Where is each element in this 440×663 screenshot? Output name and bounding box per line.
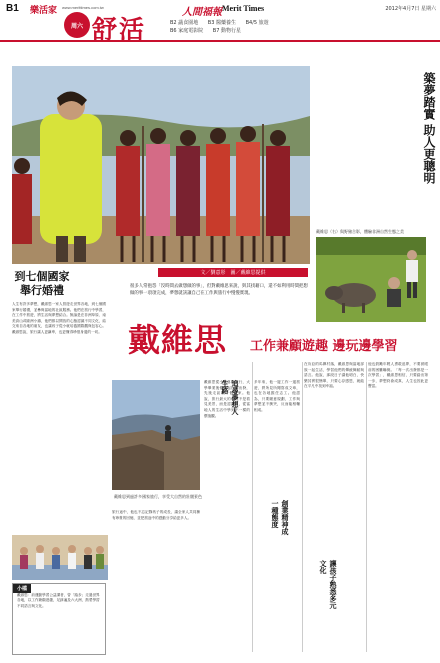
- index-item: B6 家庭電影院: [170, 28, 204, 34]
- body-column: 在肯亞的馬賽村落，戴維思與當地部族一起生活，學習他們的傳統舞蹈與語言。他說，那段日子讓他明白，快樂其實很簡單，只要心存感恩，就能在平凡中找到幸福。: [304, 362, 364, 389]
- left-body-text: 人生有許多夢想，戴維思一家人曾遊走世界各地，到七個國家舉行婚禮，並參與當地的社區服務。他們在旅行中學習，在工作中旅遊，將生活與夢想結合。無論是在非洲草原、南美高山或歐洲小鎮，他們都以開放的心態認識不同文化，結交來自各地的朋友，也讓孩子從小就培養國際觀與包容心。戴維思說，旅行讓人更謙卑，也更懂得珍惜身邊的一切。: [12, 302, 106, 334]
- profile-box: [12, 583, 106, 655]
- article-intro: 很多人常抱怨「沒時間去做想做的事」，但對戴維思來說，與其找藉口，還不如利用時間把想做的事一項項完成，夢想就該讓自己在工作與旅行中慢慢實現。: [130, 284, 308, 296]
- column-divider: [252, 362, 253, 652]
- side-headline: 築夢踏實 助人更聰明: [422, 72, 436, 185]
- article-title: 戴維思: [128, 321, 228, 359]
- article-subhead: 創業精神成一種態度: [271, 500, 289, 535]
- column-divider: [366, 362, 367, 652]
- body-column: 旅行途中，他也不忘記錄孩子的成長，讓全家人共同擁有珍貴的回憶，並把旅途中的感動分享給更多人。: [112, 510, 200, 520]
- index-item: B7 動物行星: [212, 28, 241, 34]
- section-url: www.merittimes.com.tw: [62, 5, 104, 10]
- cliff-photo: [112, 380, 200, 490]
- section-code: B1: [6, 3, 19, 14]
- masthead: [0, 0, 440, 42]
- inset-photo-illustration: [316, 237, 426, 322]
- main-photo-illustration: [12, 66, 310, 264]
- paper-logo: 人間福報: [182, 7, 222, 18]
- article-subhead: 讓孩子熟悉多元文化: [319, 560, 337, 609]
- section-name: 樂活家: [30, 6, 58, 16]
- column-divider: [302, 362, 303, 652]
- article-byline: 文／劉意彤 圖／戴維思提供: [158, 268, 308, 277]
- article-subhead: 追尋夢想人生路: [221, 380, 239, 415]
- index-item: B2 蔬食園地: [170, 20, 199, 26]
- page-index: [170, 19, 310, 35]
- inset-photo-caption: 戴維思（右）與野豬合影，體驗非洲自然生態之美: [316, 229, 404, 234]
- profile-box-body: 戴維思：前運動學習公益講者，曾「踏步」走過世界各地，以工作兼顧遊趣，足跡遍及六大洲，熱愛學習不同語言與文化。: [17, 593, 100, 608]
- small-photo-illustration: [12, 535, 108, 580]
- article-subtitle: 工作兼顧遊趣 邊玩邊學習: [250, 339, 398, 354]
- weekday-badge: 周六: [64, 12, 90, 38]
- section-big-title: 舒活: [92, 15, 147, 44]
- index-item: B3 醫藥養生: [207, 20, 236, 26]
- paper-english-name: Merit Times: [222, 4, 265, 13]
- profile-box-title: 小檔: [13, 584, 31, 593]
- left-headline: 到七個國家舉行婚禮: [14, 270, 70, 297]
- small-photo-family: [12, 535, 108, 580]
- issue-date: 2012年4月7日 星期六: [385, 6, 436, 12]
- inset-photo-warthog: [316, 237, 426, 322]
- cliff-photo-caption: 戴維思到過許多國家旅行，享受大自然的壯闊景色: [114, 494, 202, 499]
- main-photo-masai-village: [12, 66, 310, 264]
- body-column: 戴維思從小就喜歡旅行，大學畢業後便背起行囊出發，先後走訪數十個國家。他說，旅行最大的收穫不是看見美景，而是認識人，從當地人的生活中學到不一樣的價值觀。: [204, 380, 250, 418]
- index-item: B4/5 旅遊: [245, 20, 269, 26]
- body-column: 他也鼓勵年輕人勇敢追夢，不要被眼前的困難嚇倒。「每一次出發都是一次學習」，戴維思相信，只要踏出第一步，夢想終會成真，人生也因此更豐富。: [368, 362, 428, 389]
- cliff-photo-illustration: [112, 380, 200, 490]
- body-column: 多年來，他一邊工作一邊旅遊，將所見所聞寫成文章，也在各地擔任志工。他認為，只要願意規劃，工作與夢想並不衝突，反而能相輔相成。: [254, 380, 300, 412]
